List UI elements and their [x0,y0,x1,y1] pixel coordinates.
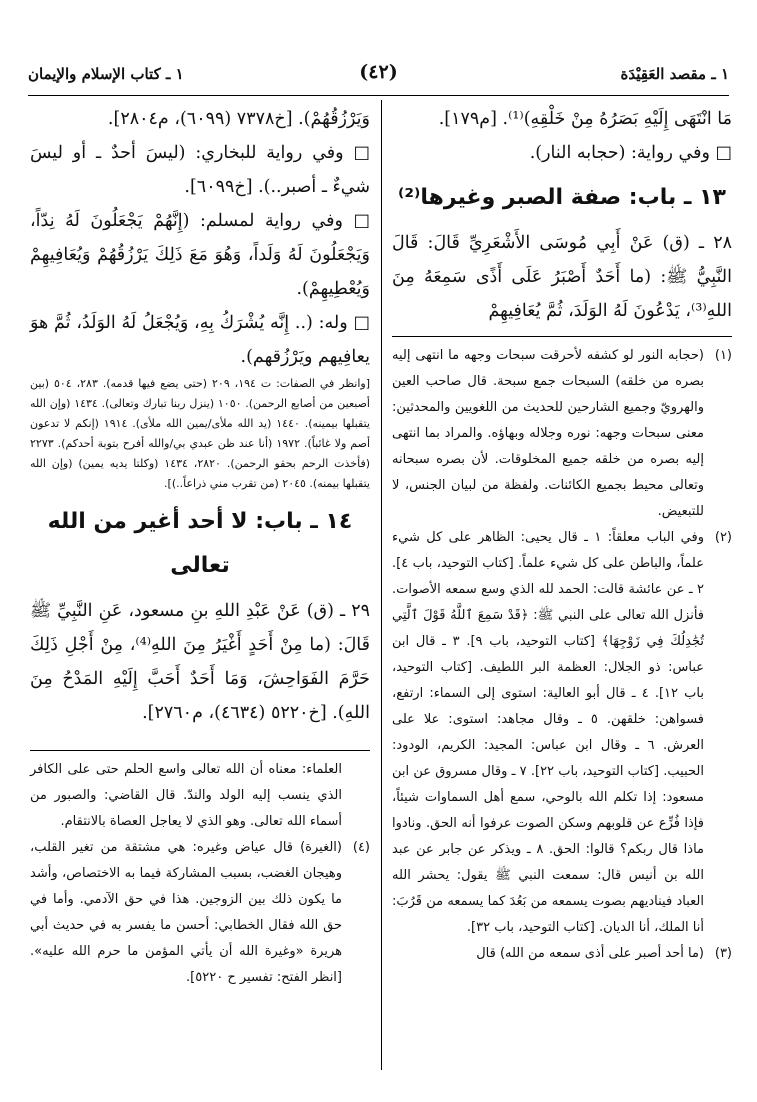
footnote-number: (٤) [352,840,370,855]
hadith-28: ٢٨ ـ (ق) عَنْ أَبِي مُوسَى الأَشْعَرِيِّ قَالَ: قَالَ النَّبِيُّ ﷺ: (ما أَحَدٌ أَصْبَرُ عَلَى أَذًى سَمِعَهُ مِنَ اللهِ⁽³⁾، يَدْعُونَ لَهُ الوَلَدَ، ثُمَّ يُعَافِيهِمْ [392,233,732,321]
footnote-text: (ما أحد أصبر على أذى سمعه من الله) قال [476,946,704,961]
footnote-number: (٢) [714,530,732,545]
hadith-29: ٢٩ ـ (ق) عَنْ عَبْدِ اللهِ بنِ مسعود، عَنِ النَّبِيِّ ﷺ قَالَ: (ما مِنْ أَحَدٍ أَغْيَرُ مِنَ اللهِ⁽⁴⁾، مِنْ أَجْلِ ذَلِكَ حَرَّمَ الفَوَاحِشَ، وَمَا أَحَدٌ أَحَبَّ إِلَيْهِ المَدْحُ مِنَ اللهِ). [خ٥٢٢٠ (٤٦٣٤)، م٢٧٦٠]. [30,601,371,723]
footnote-4 [30,835,370,991]
footnote-3 [392,941,732,967]
left-column [30,102,370,730]
footnote-number: (٣) [714,946,732,961]
footnote-2 [392,525,732,941]
chapter-heading-13: ١٣ ـ باب: صفة الصبر وغيرها⁽²⁾ [398,185,726,210]
footnote-separator [392,336,732,337]
page-header [28,55,729,96]
footnote-text: (الغيرة) قال عياض وغيره: هي مشتقة من تغير القلب، وهيجان الغضب، بسبب المشاركة فيما به الاختصاص، وأشد ما يكون ذلك بين الزوجين. هذا في حق الآدمي. وأما في حق الله فقال الخطابي: أحسن ما يفسر به في حديث أبي هريرة «وغيرة الله أن يأتي المؤمن ما حرم الله عليه». [انظر الفتح: تفسير ح ٥٢٢٠]. [30,840,342,985]
page-number: (٤٢) [359,61,398,83]
footnote-1 [392,343,732,525]
footnote-3-continued: العلماء: معناه أن الله تعالى واسع الحلم حتى على الكافر الذي ينسب إليه الولد والندّ. قال القاضي: والصبور من أسماء الله تعالى. وهو الذي لا يعاجل العصاة بالانتقام. [30,762,342,829]
footnote-number: (١) [714,348,732,363]
right-column [392,102,732,967]
text-paragraph: □ وفي رواية لمسلم: (إِنَّهُمْ يَجْعَلُونَ لَهُ نِدّاً، وَيَجْعَلُونَ لَهُ وَلَداً، وَهُوَ مَعَ ذَلِكَ يَرْزُقُهُمْ وَيُعَافِيهِمْ وَيُعْطِيهِمْ). [30,211,370,299]
left-footnotes [30,742,370,991]
footnote-separator [30,750,370,751]
header-section-title: ١ ـ مقصد العَقِيْدَة [620,65,729,83]
chapter-heading-14: ١٤ ـ باب: لا أحد أغير من الله تعالى [47,509,353,578]
text-paragraph: □ وفي رواية للبخاري: (ليسَ أحدٌ ـ أو ليسَ شيءٌ ـ أصبر..). [خ٦٠٩٩]. [30,143,370,197]
text-paragraph: □ وفي رواية: (حجابه النار). [529,143,732,163]
text-paragraph: □ وله: (.. إِنَّه يُشْرَكُ بِهِ، وَيُجْعَلُ لَهُ الوَلَدُ، ثُمَّ هوَ يعافِيهم ويَرْزُقهم). [30,313,370,367]
header-book-title: ١ ـ كتاب الإسلام والإيمان [28,65,184,83]
cross-reference: [وانظر في الصفات: ت ١٩٤، ٢٠٩ (حتى يضع فيها قدمه). ٢٨٣، ٥٠٤ (بين أصبعين من أصابع الرحمن). ١٠٥٠ (ينزل ربنا تبارك وتعالى). ١٤٣٤ (وإن الله يتقبلها بيمينه). ١٤٤٠ (يد الله ملأى/يمين الله ملأى). ١٩١٤ (إنكم لا تدعون أصم ولا غائباً). ١٩٧٢ (أنا عند ظن عبدي بي/والله أفرح بتوبة أحدكم). ٢٢٧٣ (فأخذت الرحم بحقو الرحمن). ٢٨٢٠، ١٤٣٤ (وكلتا يديه يمين) (وإن الله يتقبلها بيمنه). ٢٠٤٥ (من تقرب مني ذراعاً..)]. [30,377,371,490]
column-divider [381,100,382,1070]
text-paragraph: مَا انْتَهَى إِلَيْهِ بَصَرُهُ مِنْ خَلْقِهِ)⁽¹⁾. [م١٧٩]. [438,109,732,129]
footnote-text: (حجابه النور لو كشفه لأحرقت سبحات وجهه ما انتهى إليه بصره من خلقه) السبحات جمع سبحة. قال صاحب العين والهرويّ وجميع الشارحين للحديث من اللغويين والمحدثين: معنى سبحات وجهه: نوره وجلاله وبهاؤه. والمراد بما انتهى إليه بصره من خلقه جميع المخلوقات. لأن بصره سبحانه وتعالى محيط بجميع الكائنات. ولفظة من لبيان الجنس، لا للتبعيض. [392,348,704,519]
text-paragraph: وَيَرْزُقُهُمْ). [خ٧٣٧٨ (٦٠٩٩)، م٢٨٠٤]. [107,109,370,129]
footnote-text: وفي الباب معلقاً: ١ ـ قال يحيى: الظاهر على كل شيء علماً، والباطن على كل شيء علماً. [كتاب التوحيد، باب ٤]. ٢ ـ عن عائشة قالت: الحمد لله الذي وسع سمعه الأصوات. فأنزل الله تعالى على النبي ﷺ: ﴿قَدْ سَمِعَ ٱللَّهُ قَوْلَ ٱلَّتِي تُجَٰدِلُكَ فِي زَوْجِهَا﴾ [كتاب التوحيد، باب ٩]. ٣ ـ قال ابن عباس: ذو الجلال: العظمة البر اللطيف. [كتاب التوحيد، باب ١٢]. ٤ ـ قال أبو العالية: استوى إلى السماء: ارتفع، فسواهن: خلقهن. ٥ ـ وقال مجاهد: استوى: علا على العرش. ٦ ـ وقال ابن عباس: المجيد: الكريم، الودود: الحبيب. [كتاب التوحيد، باب ٢٢]. ٧ ـ وقال مسروق عن ابن مسعود: إذا تكلم الله بالوحي، سمع أهل السماوات شيئاً، فإذا فُزِّع عن قلوبهم وسكن الصوت عرفوا أنه الحق. ونادوا ماذا قال ربكم؟ قالوا: الحق. ٨ ـ ويذكر عن جابر عن عبد الله بن أنيس قال: سمعت النبي ﷺ يقول: يحشر الله العباد فيناديهم بصوت يسمعه من بَعُدَ كما يسمعه من قَرُبَ: أنا الملك، أنا الديان. [كتاب التوحيد، باب ٣٢]. [392,530,705,935]
